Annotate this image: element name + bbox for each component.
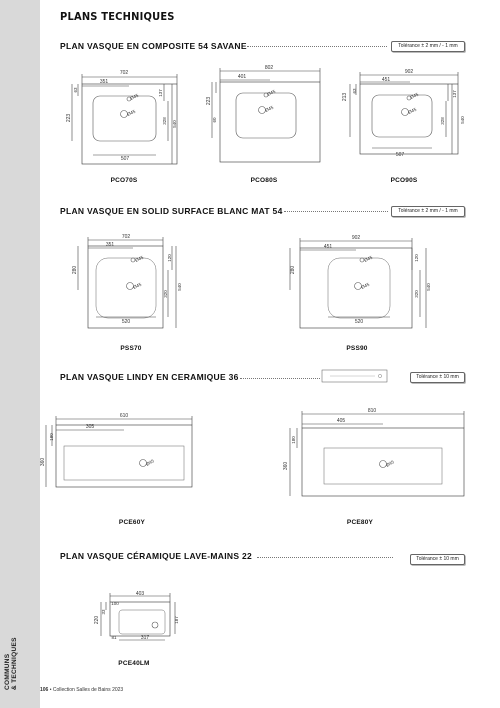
dim-height: 280 — [72, 265, 78, 275]
dim-width: 810 — [367, 408, 377, 414]
tolerance-badge: Tolérance ± 2 mm / - 1 mm — [391, 206, 465, 217]
dim-inner: 507 — [395, 152, 405, 158]
drawing-pce60y — [40, 413, 192, 487]
drawing-pco90s — [342, 69, 465, 158]
dim-inner: 520 — [354, 319, 364, 325]
drawing-pss70 — [72, 234, 182, 328]
drain-label: Ø45 — [385, 459, 395, 468]
page-title: PLANS TECHNIQUES — [60, 10, 175, 23]
footer-text: • Collection Salles de Bains 2023 — [49, 687, 124, 693]
product-code: PSS90 — [346, 345, 368, 352]
product-code: PCE80Y — [346, 519, 374, 526]
drawing-pco70s — [66, 70, 177, 164]
dim-inner: 520 — [121, 319, 131, 325]
dim-d1: 120 — [414, 254, 419, 262]
dim-height: 360 — [283, 461, 289, 471]
dim-d4: 81 — [111, 635, 117, 640]
dim-depth: 540 — [460, 116, 465, 124]
dim-offset: 351 — [105, 242, 115, 248]
dim-height: 223 — [66, 113, 72, 123]
dim-lip: 63 — [352, 88, 357, 94]
dim-d1: 180 — [49, 433, 54, 441]
drain-label: Ø45 — [266, 88, 277, 97]
dim-offset: 305 — [85, 424, 95, 430]
dim-depth: 540 — [177, 283, 182, 291]
dim-height: 220 — [94, 615, 100, 625]
dim-d1: 180 — [291, 436, 296, 444]
product-code: PCE60Y — [118, 519, 146, 526]
tolerance-badge: Tolérance ± 10 mm — [410, 554, 465, 565]
dim-depth: 540 — [426, 283, 431, 291]
drain-label: Ø45 — [409, 91, 420, 100]
dim-d1: 137 — [452, 90, 457, 98]
dim-offset: 451 — [323, 244, 333, 250]
dim-d2: 328 — [440, 117, 445, 125]
dim-d1: 187 — [174, 616, 179, 624]
dim-height: 213 — [342, 92, 348, 102]
drain-label: Ø45 — [407, 106, 418, 115]
footer-page-number: 106 — [40, 687, 49, 693]
product-code: PSS70 — [120, 345, 142, 352]
tolerance-badge: Tolérance ± 10 mm — [410, 372, 465, 383]
dim-lip: 33 — [101, 609, 106, 615]
product-code: PCE40LM — [118, 660, 150, 667]
dim-height: 223 — [206, 96, 212, 106]
dim-height: 360 — [40, 457, 46, 467]
dim-height: 280 — [290, 265, 296, 275]
dim-lip: 60 — [212, 117, 217, 123]
dim-d3: 100 — [111, 601, 119, 606]
dim-lip: 63 — [73, 87, 78, 93]
dim-width: 403 — [135, 591, 145, 597]
drain-label: Ø45 — [132, 281, 143, 290]
section-title-lindy: PLAN VASQUE LINDY EN CERAMIQUE 36 — [60, 372, 239, 382]
drain-label: Ø45 — [360, 281, 371, 290]
dim-offset: 401 — [237, 74, 247, 80]
drain-label: Ø45 — [264, 104, 275, 113]
dim-inner: 317 — [140, 635, 150, 641]
tolerance-badge: Tolérance ± 2 mm / - 1 mm — [391, 41, 465, 52]
dim-width: 702 — [119, 70, 129, 76]
sidebar-label-line2: & TECHNIQUES — [11, 637, 18, 690]
dim-d1: 137 — [158, 89, 163, 97]
drain-label: Ø45 — [145, 458, 155, 467]
drain-label: Ø45 — [129, 92, 140, 101]
dim-offset: 351 — [99, 79, 109, 85]
dim-width: 610 — [119, 413, 129, 419]
dim-width: 902 — [351, 235, 361, 241]
product-code: PCO80S — [250, 177, 278, 184]
drawing-pce40lm — [94, 591, 179, 641]
dim-d2: 328 — [162, 117, 167, 125]
drain-label: Ø45 — [134, 254, 145, 263]
product-code: PCO90S — [390, 177, 418, 184]
section-title-lave-mains: PLAN VASQUE CÉRAMIQUE LAVE-MAINS 22 — [60, 551, 253, 561]
dim-width: 702 — [121, 234, 131, 240]
drawing-pce80y — [283, 408, 464, 496]
dim-depth: 540 — [172, 120, 177, 128]
product-code: PCO70S — [110, 177, 138, 184]
section-title-solid-surface: PLAN VASQUE EN SOLID SURFACE BLANC MAT 54 — [60, 206, 283, 216]
drain-label: Ø45 — [126, 108, 137, 117]
dim-width: 802 — [264, 65, 274, 71]
sidebar-label-line1: COMMUNS — [4, 653, 11, 690]
section-title-composite: PLAN VASQUE EN COMPOSITE 54 SAVANE — [60, 41, 247, 51]
dim-offset: 451 — [381, 77, 391, 83]
basin-thumbnail-icon — [322, 370, 387, 382]
dim-d1: 120 — [167, 254, 172, 262]
drawing-pss90 — [290, 235, 431, 328]
dim-width: 902 — [404, 69, 414, 75]
dim-d2: 320 — [414, 290, 419, 298]
dim-offset: 405 — [336, 418, 346, 424]
drawing-pco80s — [206, 65, 320, 162]
dim-d2: 320 — [163, 290, 168, 298]
dim-inner: 507 — [120, 156, 130, 162]
drain-label: Ø45 — [363, 254, 374, 263]
